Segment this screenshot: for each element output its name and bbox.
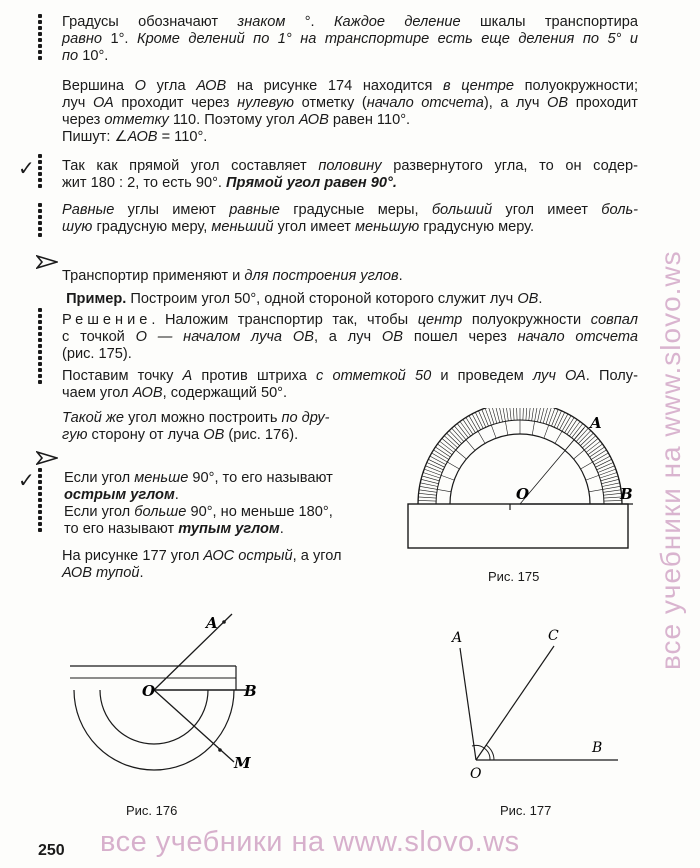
protractor-tick <box>479 411 486 428</box>
protractor-tick <box>597 463 614 470</box>
figure-177-caption: Рис. 177 <box>500 803 552 818</box>
text-line: АОВ тупой. <box>62 565 144 581</box>
paragraph-other-side <box>62 410 380 444</box>
paragraph-right-angle <box>62 158 638 192</box>
label-m: M <box>234 754 251 772</box>
text-line: Транспортир применяют и для построения углов. <box>62 268 403 284</box>
text-line: равно 1°. Кроме делений по 1° на транспортире есть еще деления по 5° и <box>62 31 638 47</box>
dotted-margin-marker <box>38 14 44 62</box>
text-line: луч ОА проходит через нулевую отметку (начало отсчета), а луч ОВ проходит <box>62 95 638 111</box>
paragraph-acute-obtuse <box>64 470 384 538</box>
protractor-tick <box>425 466 442 473</box>
protractor-tick <box>418 497 436 498</box>
protractor-tick <box>516 408 517 420</box>
check-icon: ✓ <box>18 156 35 180</box>
protractor-tick <box>594 456 610 465</box>
protractor-tick <box>420 483 438 487</box>
label-a: A <box>452 630 463 646</box>
label-b: B <box>620 485 633 503</box>
protractor-tick <box>430 456 446 465</box>
text-line: острым углом. <box>64 487 179 503</box>
text-line: (рис. 175). <box>62 346 132 362</box>
paragraph-equal-angles <box>62 202 638 236</box>
page-number: 250 <box>38 842 65 859</box>
text-line: чаем угол АОВ, содержащий 50°. <box>62 385 288 401</box>
text-line: Поставим точку А против штриха с отметкой 50 и проведем луч ОА. Полу- <box>62 368 638 384</box>
paragraph-example <box>62 291 638 308</box>
text-line: Такой же угол можно построить по дру- <box>62 410 330 426</box>
protractor-tick <box>442 438 467 459</box>
text-line: Если угол меньше 90°, то его называют <box>64 470 333 486</box>
label-o: O <box>142 682 156 700</box>
paragraph-degree-marks <box>62 14 638 65</box>
protractor-tick <box>420 486 452 492</box>
protractor-tick <box>554 411 561 428</box>
figure-175-caption: Рис. 175 <box>488 569 540 584</box>
protractor-tick <box>602 483 620 487</box>
paragraph-solution <box>62 312 638 363</box>
dotted-margin-marker <box>38 308 44 386</box>
figure-177-angles <box>446 624 626 784</box>
label-b: B <box>592 740 603 756</box>
text-line: то его называют тупым углом. <box>64 521 284 537</box>
protractor-tick <box>506 408 509 421</box>
protractor-tick <box>557 412 565 428</box>
protractor-tick <box>418 500 436 501</box>
protractor-tick <box>526 408 527 420</box>
paragraph-point-a <box>62 368 638 402</box>
paragraph-vertex <box>62 78 638 146</box>
protractor-tick <box>475 412 483 428</box>
text-line: Так как прямой угол составляет половину развернутого угла, то он содер- <box>62 158 638 174</box>
text-line: Градусы обозначают знаком °. Каждое деление шкалы транспортира <box>62 14 638 30</box>
protractor-tick <box>529 408 531 421</box>
protractor-tick <box>454 426 475 451</box>
text-line: по 10°. <box>62 48 109 64</box>
watermark-bottom: все учебники на www.slovo.ws <box>100 826 520 858</box>
text-line: На рисунке 177 угол АОС острый, а угол <box>62 548 342 564</box>
protractor-tick <box>472 414 481 430</box>
protractor-tick <box>604 493 622 495</box>
label-b: B <box>244 682 257 700</box>
protractor-tick <box>499 408 503 422</box>
label-a: A <box>590 414 602 432</box>
protractor-tick <box>543 408 548 423</box>
protractor-tick <box>538 408 542 422</box>
protractor-tick <box>523 408 524 420</box>
text-line: Пишут: ∠АОВ = 110°. <box>62 129 208 145</box>
protractor-tick <box>598 466 615 473</box>
text-line: Вершина О угла АОВ на рисунке 174 находится в центре полуокружности; <box>62 78 638 94</box>
protractor-tick <box>482 409 489 426</box>
protractor-tick <box>596 459 612 467</box>
protractor-tick <box>532 408 535 421</box>
text-line: Решение. Наложим транспортир так, чтобы центр полуокружности совпал <box>62 312 638 328</box>
protractor-tick <box>428 459 444 467</box>
protractor-tick <box>574 438 599 459</box>
check-icon: ✓ <box>18 468 35 492</box>
watermark-vertical: все учебники на www.slovo.ws <box>655 250 686 670</box>
figure-176-caption: Рис. 176 <box>126 803 178 818</box>
protractor-tick <box>427 463 444 470</box>
text-line: Пример. Построим угол 50°, одной стороной которого служит луч ОВ. <box>66 291 543 307</box>
flag-arrow-icon <box>36 255 58 269</box>
label-o: O <box>470 766 482 782</box>
text-line: через отметку 110. Поэтому угол АОВ равен 110°. <box>62 112 411 128</box>
dotted-margin-marker <box>38 468 44 534</box>
protractor-tick <box>492 408 497 423</box>
label-c: C <box>548 628 559 644</box>
paragraph-construction <box>62 268 638 285</box>
protractor-tick <box>419 493 437 495</box>
text-line: Равные углы имеют равные градусные меры, больший угол имеет боль- <box>62 202 639 218</box>
protractor-tick <box>419 490 437 493</box>
flag-arrow-icon <box>36 451 58 465</box>
protractor-tick <box>509 408 511 421</box>
label-o: O <box>516 485 530 503</box>
protractor-tick <box>603 490 621 493</box>
text-line: с точкой О — началом луча ОВ, а луч ОВ пошел через начало отсчета <box>62 329 638 345</box>
protractor-tick <box>513 408 514 420</box>
protractor-tick <box>552 409 559 426</box>
dotted-margin-marker <box>38 203 44 239</box>
text-line: гую сторону от луча ОВ (рис. 176). <box>62 427 299 443</box>
label-a: A <box>206 614 218 632</box>
dotted-margin-marker <box>38 154 44 190</box>
paragraph-figure-177 <box>62 548 382 582</box>
text-line: шую градусную меру, меньший угол имеет меньшую градусную меру. <box>62 219 535 235</box>
figure-176-construction <box>70 612 310 782</box>
protractor-tick <box>589 486 621 492</box>
protractor-tick <box>559 414 568 430</box>
text-line: жит 180 : 2, то есть 90°. Прямой угол равен 90°. <box>62 175 397 191</box>
figure-175-protractor <box>398 408 648 560</box>
text-line: Если угол больше 90°, но меньше 180°, <box>64 504 333 520</box>
